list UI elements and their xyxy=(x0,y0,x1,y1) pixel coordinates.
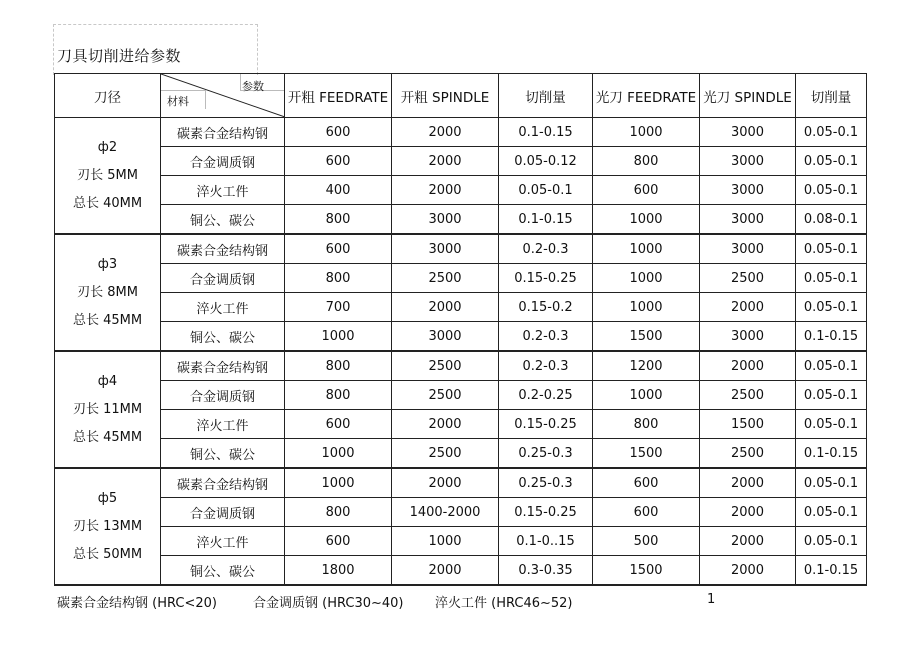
header-material: 材料 xyxy=(167,95,189,108)
cell-finish-depth: 0.05-0.1 xyxy=(796,147,867,176)
footer-note-hardened: 淬火工件 (HRC46~52) xyxy=(435,596,573,611)
footer-note-carbon-steel: 碳素合金结构钢 (HRC<20) xyxy=(57,596,217,611)
cell-rough-feedrate: 800 xyxy=(285,381,392,410)
cell-rough-depth: 0.2-0.3 xyxy=(499,234,593,264)
cell-rough-depth: 0.15-0.2 xyxy=(499,293,593,322)
cell-rough-feedrate: 800 xyxy=(285,264,392,293)
cell-finish-spindle: 3000 xyxy=(700,205,796,235)
table-row xyxy=(55,468,867,498)
cell-finish-spindle: 2500 xyxy=(700,381,796,410)
cell-material: 淬火工件 xyxy=(161,527,285,556)
tool-spec-blade: 刃长 13MM xyxy=(72,518,143,534)
cell-rough-depth: 0.1-0.15 xyxy=(499,118,593,147)
cell-finish-spindle: 3000 xyxy=(700,322,796,352)
table-row xyxy=(55,381,867,410)
table-row xyxy=(55,293,867,322)
cell-rough-spindle: 2000 xyxy=(392,176,499,205)
cell-rough-spindle: 2000 xyxy=(392,293,499,322)
table-row xyxy=(55,556,867,586)
tool-spec-total: 总长 40MM xyxy=(72,195,143,211)
cell-finish-depth: 0.05-0.1 xyxy=(796,410,867,439)
cell-material: 碳素合金结构钢 xyxy=(161,234,285,264)
cell-rough-spindle: 2500 xyxy=(392,351,499,381)
footer-note-alloy-steel: 合金调质钢 (HRC30~40) xyxy=(253,596,404,611)
tool-spec-dia: ф4 xyxy=(97,373,118,389)
cell-rough-depth: 0.05-0.12 xyxy=(499,147,593,176)
tool-spec-dia: ф5 xyxy=(97,490,118,506)
header-rough-spindle: 开粗 SPINDLE xyxy=(392,74,499,118)
cell-finish-feedrate: 800 xyxy=(593,410,700,439)
tool-spec-cell xyxy=(55,468,161,585)
cell-rough-feedrate: 600 xyxy=(285,118,392,147)
cell-finish-spindle: 2500 xyxy=(700,264,796,293)
cell-finish-depth: 0.05-0.1 xyxy=(796,468,867,498)
cell-rough-spindle: 1400-2000 xyxy=(392,498,499,527)
cell-rough-feedrate: 1000 xyxy=(285,439,392,469)
tool-spec-cell xyxy=(55,118,161,235)
cell-material: 碳素合金结构钢 xyxy=(161,468,285,498)
cell-material: 碳素合金结构钢 xyxy=(161,351,285,381)
cell-finish-spindle: 2000 xyxy=(700,351,796,381)
table-row xyxy=(55,234,867,264)
header-corner xyxy=(161,74,285,118)
cell-material: 合金调质钢 xyxy=(161,264,285,293)
cell-finish-feedrate: 600 xyxy=(593,468,700,498)
cell-rough-feedrate: 800 xyxy=(285,351,392,381)
tool-spec-dia: ф2 xyxy=(97,139,118,155)
cell-finish-depth: 0.05-0.1 xyxy=(796,118,867,147)
cell-finish-feedrate: 1500 xyxy=(593,439,700,469)
cell-rough-feedrate: 800 xyxy=(285,498,392,527)
cell-finish-spindle: 3000 xyxy=(700,176,796,205)
cell-finish-spindle: 3000 xyxy=(700,118,796,147)
header-finish-feedrate: 光刀 FEEDRATE xyxy=(593,74,700,118)
table-row xyxy=(55,527,867,556)
cell-rough-depth: 0.2-0.3 xyxy=(499,351,593,381)
cell-finish-spindle: 2000 xyxy=(700,498,796,527)
cell-finish-feedrate: 800 xyxy=(593,147,700,176)
cell-finish-spindle: 2500 xyxy=(700,439,796,469)
tool-spec-total: 总长 45MM xyxy=(72,312,143,328)
header-rough-depth: 切削量 xyxy=(499,74,593,118)
cell-finish-depth: 0.1-0.15 xyxy=(796,439,867,469)
table-row xyxy=(55,322,867,352)
cell-finish-feedrate: 1000 xyxy=(593,118,700,147)
tool-spec-cell xyxy=(55,234,161,351)
cell-material: 淬火工件 xyxy=(161,410,285,439)
cell-rough-feedrate: 600 xyxy=(285,147,392,176)
page-number: 1 xyxy=(707,592,716,607)
table-row xyxy=(55,498,867,527)
cell-rough-spindle: 2000 xyxy=(392,118,499,147)
cell-rough-feedrate: 400 xyxy=(285,176,392,205)
cell-rough-depth: 0.2-0.25 xyxy=(499,381,593,410)
cell-finish-spindle: 2000 xyxy=(700,527,796,556)
cell-material: 合金调质钢 xyxy=(161,381,285,410)
cell-rough-feedrate: 600 xyxy=(285,234,392,264)
cell-rough-depth: 0.25-0.3 xyxy=(499,468,593,498)
cell-finish-depth: 0.05-0.1 xyxy=(796,234,867,264)
cell-material: 铜公、碳公 xyxy=(161,205,285,235)
cell-finish-spindle: 2000 xyxy=(700,556,796,586)
cell-finish-spindle: 2000 xyxy=(700,293,796,322)
cell-rough-spindle: 2500 xyxy=(392,381,499,410)
cell-finish-spindle: 1500 xyxy=(700,410,796,439)
cell-finish-spindle: 2000 xyxy=(700,468,796,498)
cell-rough-depth: 0.05-0.1 xyxy=(499,176,593,205)
cell-material: 碳素合金结构钢 xyxy=(161,118,285,147)
cell-finish-feedrate: 1000 xyxy=(593,264,700,293)
header-tool-dia: 刀径 xyxy=(55,74,161,118)
page-title: 刀具切削进给参数 xyxy=(57,47,182,65)
cell-finish-feedrate: 1500 xyxy=(593,556,700,586)
cell-rough-feedrate: 600 xyxy=(285,410,392,439)
cell-rough-depth: 0.2-0.3 xyxy=(499,322,593,352)
header-finish-depth: 切削量 xyxy=(796,74,867,118)
cell-rough-spindle: 2000 xyxy=(392,468,499,498)
cell-finish-depth: 0.05-0.1 xyxy=(796,293,867,322)
table-row xyxy=(55,118,867,147)
cell-rough-depth: 0.15-0.25 xyxy=(499,264,593,293)
cell-rough-depth: 0.25-0.3 xyxy=(499,439,593,469)
cell-material: 合金调质钢 xyxy=(161,498,285,527)
cell-rough-spindle: 2000 xyxy=(392,147,499,176)
header-finish-spindle: 光刀 SPINDLE xyxy=(700,74,796,118)
cell-rough-spindle: 3000 xyxy=(392,234,499,264)
cell-rough-feedrate: 600 xyxy=(285,527,392,556)
cell-finish-depth: 0.05-0.1 xyxy=(796,381,867,410)
cell-material: 铜公、碳公 xyxy=(161,322,285,352)
table-row xyxy=(55,351,867,381)
cell-finish-depth: 0.1-0.15 xyxy=(796,556,867,586)
cell-finish-spindle: 3000 xyxy=(700,234,796,264)
cutting-parameters-table xyxy=(54,73,867,586)
table-row xyxy=(55,176,867,205)
tool-spec-total: 总长 50MM xyxy=(72,546,143,562)
tool-spec-total: 总长 45MM xyxy=(72,429,143,445)
cell-finish-feedrate: 1000 xyxy=(593,205,700,235)
table-row xyxy=(55,205,867,235)
cell-rough-spindle: 2500 xyxy=(392,264,499,293)
cell-rough-feedrate: 1000 xyxy=(285,468,392,498)
table-row xyxy=(55,410,867,439)
cell-rough-depth: 0.15-0.25 xyxy=(499,410,593,439)
cell-rough-spindle: 3000 xyxy=(392,205,499,235)
table-row xyxy=(55,264,867,293)
cell-finish-depth: 0.08-0.1 xyxy=(796,205,867,235)
cell-rough-feedrate: 1800 xyxy=(285,556,392,586)
header-rough-feedrate: 开粗 FEEDRATE xyxy=(285,74,392,118)
cell-rough-spindle: 3000 xyxy=(392,322,499,352)
tool-spec-blade: 刃长 8MM xyxy=(77,284,138,300)
cell-material: 铜公、碳公 xyxy=(161,439,285,469)
cell-rough-spindle: 2000 xyxy=(392,556,499,586)
tool-spec-blade: 刃长 5MM xyxy=(77,167,138,183)
cell-finish-depth: 0.05-0.1 xyxy=(796,176,867,205)
cell-finish-feedrate: 500 xyxy=(593,527,700,556)
cell-rough-depth: 0.1-0.15 xyxy=(499,205,593,235)
cell-finish-depth: 0.05-0.1 xyxy=(796,527,867,556)
tool-spec-dia: ф3 xyxy=(97,256,118,272)
cell-rough-spindle: 2500 xyxy=(392,439,499,469)
cell-material: 淬火工件 xyxy=(161,176,285,205)
cell-finish-feedrate: 1000 xyxy=(593,293,700,322)
header-row xyxy=(55,74,867,118)
cell-rough-spindle: 1000 xyxy=(392,527,499,556)
header-param: 参数 xyxy=(242,80,264,93)
cell-finish-depth: 0.1-0.15 xyxy=(796,322,867,352)
cell-finish-feedrate: 1000 xyxy=(593,234,700,264)
cell-finish-feedrate: 1200 xyxy=(593,351,700,381)
cell-finish-feedrate: 600 xyxy=(593,176,700,205)
cell-finish-spindle: 3000 xyxy=(700,147,796,176)
cell-material: 合金调质钢 xyxy=(161,147,285,176)
table-row xyxy=(55,147,867,176)
cell-finish-depth: 0.05-0.1 xyxy=(796,351,867,381)
cell-rough-feedrate: 1000 xyxy=(285,322,392,352)
cell-finish-feedrate: 1500 xyxy=(593,322,700,352)
cell-material: 铜公、碳公 xyxy=(161,556,285,586)
cell-material: 淬火工件 xyxy=(161,293,285,322)
cell-rough-spindle: 2000 xyxy=(392,410,499,439)
cell-finish-feedrate: 1000 xyxy=(593,381,700,410)
cell-rough-depth: 0.15-0.25 xyxy=(499,498,593,527)
table-row xyxy=(55,439,867,469)
cell-finish-depth: 0.05-0.1 xyxy=(796,498,867,527)
cell-finish-depth: 0.05-0.1 xyxy=(796,264,867,293)
tool-spec-cell xyxy=(55,351,161,468)
cell-rough-feedrate: 700 xyxy=(285,293,392,322)
cell-finish-feedrate: 600 xyxy=(593,498,700,527)
cell-rough-depth: 0.1-0..15 xyxy=(499,527,593,556)
tool-spec-blade: 刃长 11MM xyxy=(72,401,143,417)
cell-rough-depth: 0.3-0.35 xyxy=(499,556,593,586)
cell-rough-feedrate: 800 xyxy=(285,205,392,235)
